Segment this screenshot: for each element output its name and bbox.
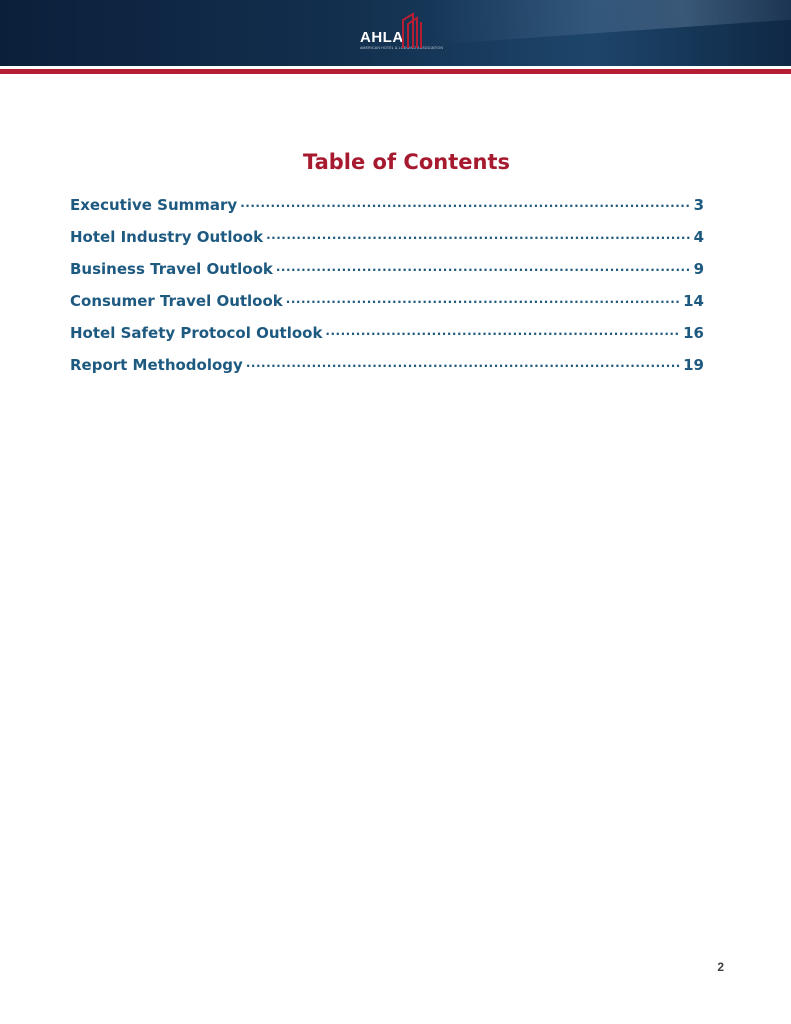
toc-entry-label: Consumer Travel Outlook [70,292,283,310]
toc-dot-leader [325,320,680,338]
header-sheen [429,0,791,45]
toc-dot-leader [276,256,691,274]
toc-entry-label: Report Methodology [70,356,243,374]
toc-entry-label: Hotel Industry Outlook [70,228,264,246]
toc-entry-label: Executive Summary [70,196,238,214]
toc-entry-consumer-travel-outlook[interactable] [70,288,704,320]
toc-entry-page: 9 [693,260,704,278]
toc-entry-report-methodology[interactable] [70,352,704,384]
toc-entry-page: 3 [693,196,704,214]
header-red-stripe [0,69,791,74]
building-logo-icon [401,12,423,48]
ahla-logo [356,12,444,52]
toc-entry-page: 14 [683,292,704,310]
toc-entry-page: 4 [693,228,704,246]
toc-dot-leader [240,192,690,210]
toc-dot-leader [246,352,680,370]
logo-wordmark: AHLA [360,29,404,46]
page-number: 2 [717,960,724,974]
toc-title: Table of Contents [302,150,510,174]
toc-entry-page: 19 [683,356,704,374]
toc-entry-hotel-industry-outlook[interactable] [70,224,704,256]
toc-entry-business-travel-outlook[interactable] [70,256,704,288]
toc-entry-label: Hotel Safety Protocol Outlook [70,324,323,342]
toc-entry-label: Business Travel Outlook [70,260,273,278]
toc-dot-leader [266,224,690,242]
toc-entry-hotel-safety-protocol-outlook[interactable] [70,320,704,352]
toc-entry-page: 16 [683,324,704,342]
toc-dot-leader [286,288,680,306]
toc-entry-executive-summary[interactable] [70,192,704,224]
logo-subtext: AMERICAN HOTEL & LODGING ASSOCIATION [360,46,444,50]
toc-list [70,192,704,384]
header-banner [0,0,791,66]
